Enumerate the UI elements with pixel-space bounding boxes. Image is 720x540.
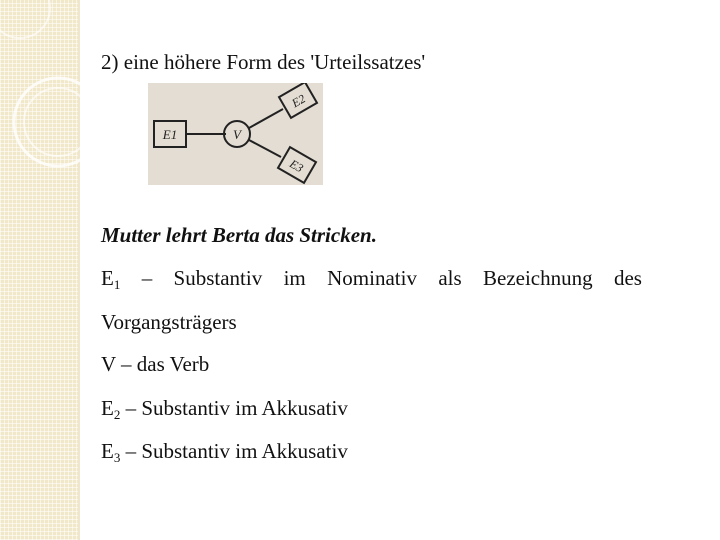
e1-symbol: $E_1$ xyxy=(101,266,121,292)
e1-word: Nominativ xyxy=(327,266,417,290)
e3-symbol: $E_3$ xyxy=(101,439,121,465)
diagram-node-e2 xyxy=(279,83,317,118)
definition-v: V – das Verb xyxy=(101,352,210,376)
edge-v-e3 xyxy=(249,140,281,157)
svg-text:E2: E2 xyxy=(289,91,308,111)
e1-word: Bezeichnung xyxy=(483,266,593,290)
valency-diagram xyxy=(148,83,323,185)
e1-word: als xyxy=(438,266,462,290)
e2-symbol: $E_2$ xyxy=(101,396,121,422)
slide-heading: 2) eine höhere Form des 'Urteilssatzes' xyxy=(101,50,426,74)
definition-e3 xyxy=(101,439,348,466)
svg-text:E3: E3 xyxy=(287,156,306,176)
e3-text: – Substantiv im Akkusativ xyxy=(125,439,348,463)
diagram-node-v xyxy=(224,121,250,147)
svg-text:V: V xyxy=(233,127,241,142)
example-sentence: Mutter lehrt Berta das Stricken. xyxy=(101,223,377,247)
e1-word: Substantiv xyxy=(173,266,263,290)
e2-text: – Substantiv im Akkusativ xyxy=(125,396,348,420)
e1-word: des xyxy=(613,266,642,290)
diagram-node-e3 xyxy=(278,147,316,183)
definition-e2 xyxy=(101,396,348,423)
definition-e1-continuation: Vorgangsträgers xyxy=(101,310,237,334)
e1-word: im xyxy=(283,266,306,290)
svg-text:E1: E1 xyxy=(162,127,178,142)
diagram-node-e1 xyxy=(154,121,186,147)
e1-word: – xyxy=(141,266,153,290)
edge-v-e2 xyxy=(249,109,283,128)
definition-e1 xyxy=(101,266,642,293)
decorative-circles xyxy=(0,0,80,200)
